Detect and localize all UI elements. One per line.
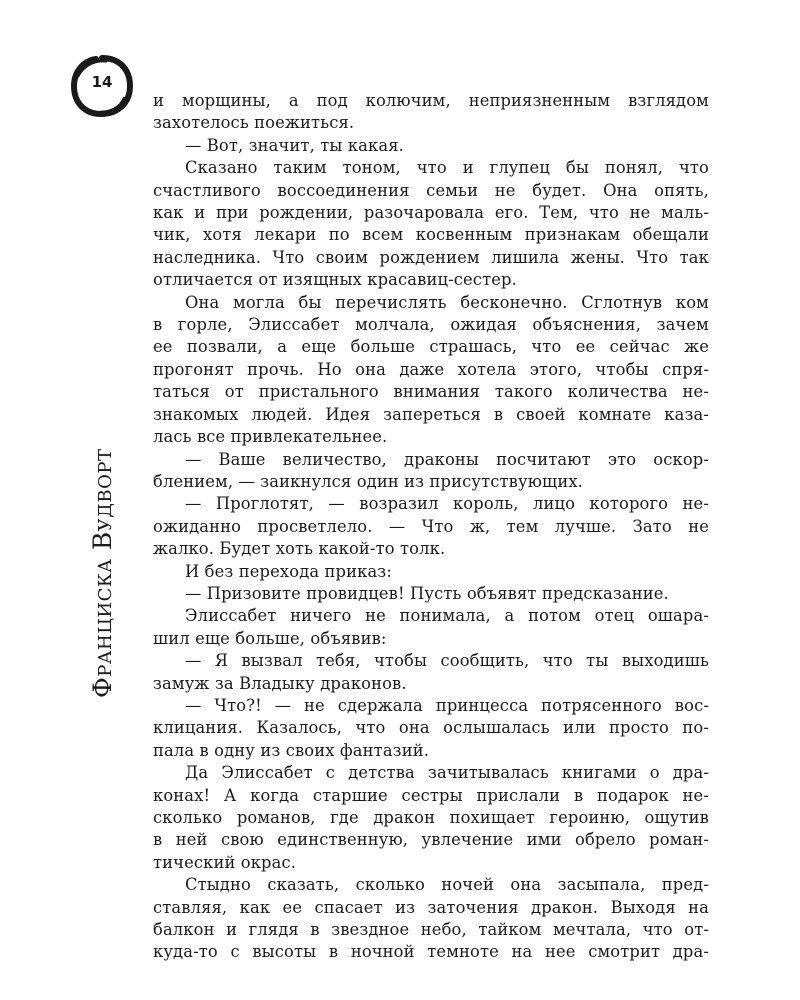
text-line: замуж за Владыку драконов. (153, 673, 407, 693)
text-line: Стыдно сказать, сколько ночей она засыпала, пред- (185, 875, 709, 895)
text-line: блением, — заикнулся один из присутствующих. (153, 471, 583, 491)
text-line: таться от пристального внимания такого количества не- (153, 382, 709, 402)
text-line: сколько романов, где дракон похищает героиню, ощутив (153, 808, 709, 827)
text-line: в горле, Элиссабет молчала, ожидая объяснения, зачем (153, 315, 709, 335)
text-line: — Ваше величество, драконы посчитают это оскор- (185, 449, 709, 469)
text-line: и морщины, а под колючим, неприязненным взглядом (153, 91, 709, 110)
text-line: балкон и глядя в звездное небо, тайком мечтала, что от- (153, 920, 709, 940)
text-line: лась все привлекательнее. (153, 427, 388, 447)
running-head (82, 128, 122, 698)
text-line: захотелось поежиться. (153, 113, 355, 133)
text-line: как и при рождении, разочаровала его. Тем, что не маль- (153, 203, 709, 223)
text-line: Элиссабет ничего не понимала, а потом отец ошара- (185, 606, 709, 626)
text-line: Сказано таким тоном, что и глупец бы понял, что (185, 158, 709, 178)
text-line: конах! А когда старшие сестры прислали в подарок не- (153, 785, 709, 805)
text-line: Да Элиссабет с детства зачитывалась книгами о дра- (185, 763, 709, 783)
text-line: знакомых людей. Идея запереться в своей комнате каза- (153, 404, 709, 424)
text-line: отличается от изящных красавиц-сестер. (153, 270, 517, 290)
text-line: прогонят прочь. Но она даже хотела этого, чтобы спря- (153, 359, 709, 379)
text-line: — Проглотят, — возразил король, лицо которого не- (185, 494, 709, 514)
text-line: — Я вызвал тебя, чтобы сообщить, что ты выходишь (185, 651, 709, 671)
text-line: шил еще больше, объявив: (153, 628, 387, 648)
page-number-badge (70, 54, 134, 118)
page-number: 14 (91, 73, 113, 91)
text-line: счастливого воссоединения семьи не будет. Она опять, (153, 180, 709, 200)
text-line: ставляя, как ее спасает из заточения дракон. Выходя на (153, 897, 709, 917)
body-text (153, 90, 709, 964)
author-name: Франциска Вудворт (88, 448, 117, 698)
text-line: ожиданно просветлело. — Что ж, тем лучше. Зато не (153, 516, 709, 536)
text-line: в ней свою единственную, увлечение ими обрело роман- (153, 830, 709, 850)
text-line: — Что?! — не сдержала принцесса потрясенного вос- (185, 695, 709, 715)
text-line: клицания. Казалось, что она ослышалась или просто по- (153, 718, 709, 738)
text-line: И без перехода приказ: (185, 561, 392, 581)
text-line: чик, хотя лекари по всем косвенным признакам обещали (153, 225, 709, 245)
text-line: — Призовите провидцев! Пусть объявят предсказание. (185, 583, 669, 603)
text-line: наследника. Что своим рождением лишила жены. Что так (153, 247, 709, 267)
text-line: тический окрас. (153, 852, 297, 872)
text-line: Она могла бы перечислять бесконечно. Сглотнув ком (185, 292, 709, 312)
text-line: ее позвали, а еще больше страшась, что ее сейчас же (153, 337, 709, 357)
text-line: жалко. Будет хоть какой-то толк. (153, 539, 446, 559)
text-line: куда-то с высоты в ночной темноте на нее смотрит дра- (153, 942, 709, 962)
text-line: пала в одну из своих фантазий. (153, 740, 430, 760)
text-line: — Вот, значит, ты какая. (185, 135, 404, 155)
